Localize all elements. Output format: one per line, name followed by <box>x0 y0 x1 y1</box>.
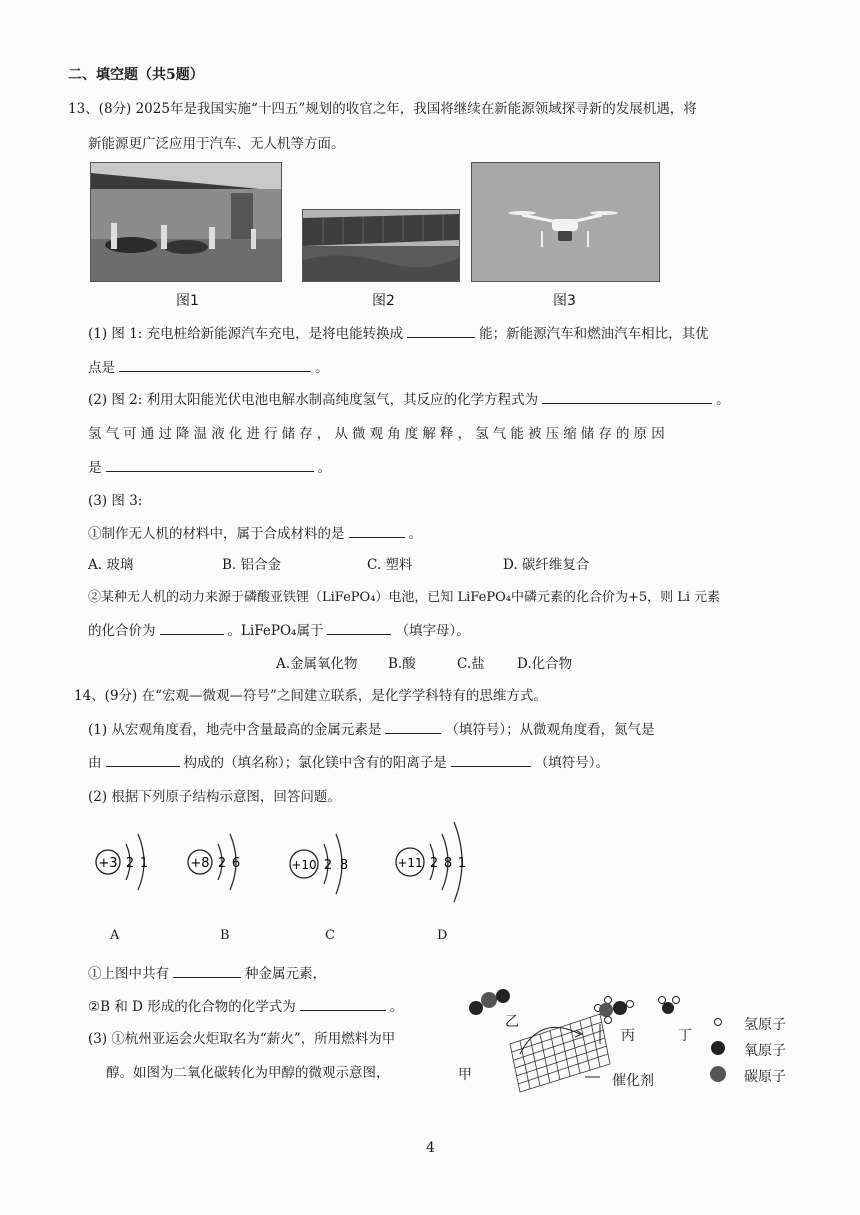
atom-label-b: B <box>220 928 230 943</box>
q13-part3-q2-text-d: （填字母）。 <box>395 623 470 639</box>
q13-option-b: B. 铝合金 <box>222 557 282 573</box>
q13-part2-text-d: 是 <box>88 460 102 476</box>
page-number: 4 <box>426 1140 435 1156</box>
q13-part3-q2-line1: ②某种无人机的动力来源于磷酸亚铁锂（LiFePO₄）电池，已知 LiFePO₄中磷元素的化合价为+5，则 Li 元素 <box>88 590 721 605</box>
atom-d-nucleus: +11 <box>397 856 423 870</box>
atom-d-shell-2: 8 <box>443 856 453 871</box>
q14-stem: 14、(9分) 在“宏观—微观—符号”之间建立联系，是化学学科特有的思维方式。 <box>74 688 547 704</box>
figure1-charging-station-photo <box>90 162 282 282</box>
q14-part2-title: (2) 根据下列原子结构示意图，回答问题。 <box>88 789 341 805</box>
answer-blank[interactable] <box>173 965 241 978</box>
diagram-label-bing: 丙 <box>621 1028 635 1044</box>
q13-part1-text-b: 能；新能源汽车和燃油汽车相比，其优 <box>479 326 709 342</box>
q13-q2-option-b: B.酸 <box>388 656 416 672</box>
q13-part2-text-b: 。 <box>716 392 730 408</box>
atom-c-shell-2: 8 <box>339 858 349 873</box>
atom-c-nucleus: +10 <box>291 858 317 872</box>
atom-d-shell-3: 1 <box>457 856 467 871</box>
answer-blank[interactable] <box>542 391 712 404</box>
atom-a-shell-1: 2 <box>125 856 135 871</box>
q13-part3-q2-line2 <box>88 619 470 639</box>
diagram-label-yi: 乙 <box>505 1014 519 1030</box>
q13-q2-option-a: A.金属氧化物 <box>276 656 358 672</box>
q13-part2-line3 <box>88 456 331 476</box>
q13-part3-q2-text-c: 。LiFePO₄属于 <box>227 623 324 639</box>
q13-part1-line1 <box>88 322 709 342</box>
q13-q2-option-c: C.盐 <box>457 656 485 672</box>
q14-part1-text-e: （填符号）。 <box>534 755 609 771</box>
q13-part3-q2-text-b: 的化合价为 <box>88 623 156 639</box>
q14-part2-q1-text-a: ①上图中共有 <box>88 966 169 982</box>
figure3-drone-photo <box>471 162 660 282</box>
q13-part3-title: (3) 图 3: <box>88 493 143 509</box>
q13-q2-option-d: D.化合物 <box>517 656 573 672</box>
legend-hydrogen-atom: 氢原子 <box>744 1017 786 1033</box>
legend-oxygen-atom: 氧原子 <box>744 1043 786 1059</box>
answer-blank[interactable] <box>106 459 314 472</box>
atom-c-shell-1: 2 <box>323 858 333 873</box>
q13-part2-line2: 氢气可通过降温液化进行储存，从微观角度解释，氢气能被压缩储存的原因 <box>88 426 669 442</box>
figure2-solar-panels-photo <box>302 209 460 282</box>
atom-b-nucleus: +8 <box>190 856 210 871</box>
figure1-caption: 图1 <box>176 293 199 309</box>
section-title: 二、填空题（共5题） <box>68 67 204 83</box>
diagram-label-ding: 丁 <box>678 1028 692 1044</box>
atom-b-shell-1: 2 <box>217 856 227 871</box>
atom-a-nucleus: +3 <box>98 856 118 871</box>
q13-option-c: C. 塑料 <box>367 557 413 573</box>
q13-part2-line1 <box>88 388 730 408</box>
atom-diagram-b <box>186 822 256 912</box>
q13-part3-q1-text: ①制作无人机的材料中，属于合成材料的是 <box>88 526 345 542</box>
q14-part1-line2 <box>88 751 609 771</box>
atom-a-shell-2: 1 <box>139 856 149 871</box>
answer-blank[interactable] <box>160 622 224 635</box>
q14-part2-q2-text-b: 。 <box>389 999 404 1015</box>
q14-part1-line1 <box>88 718 655 738</box>
figure3-caption: 图3 <box>553 293 576 309</box>
q13-part3-q1-end: 。 <box>408 526 422 542</box>
atom-b-shell-2: 6 <box>231 856 241 871</box>
answer-blank[interactable] <box>349 525 405 538</box>
diagram-label-jia: 甲 <box>458 1067 472 1083</box>
q14-part1-text-a: (1) 从宏观角度看，地壳中含量最高的金属元素是 <box>88 722 382 738</box>
q14-part1-text-b: （填符号）；从微观角度看，氮气是 <box>445 722 655 738</box>
q14-part2-q2 <box>88 995 403 1015</box>
q13-part1-text-a: (1) 图 1: 充电桩给新能源汽车充电，是将电能转换成 <box>88 326 404 342</box>
figure2-caption: 图2 <box>372 293 395 309</box>
atom-diagram-d <box>394 812 484 912</box>
q13-stem-line2: 新能源更广泛应用于汽车、无人机等方面。 <box>88 136 345 152</box>
answer-blank[interactable] <box>300 998 386 1011</box>
diagram-label-catalyst: 催化剂 <box>612 1073 654 1089</box>
atom-diagram-a <box>94 822 164 912</box>
answer-blank[interactable] <box>119 359 311 372</box>
answer-blank[interactable] <box>407 325 475 338</box>
q14-part1-text-d: 构成的（填名称）；氯化镁中含有的阳离子是 <box>183 755 447 771</box>
q13-option-d: D. 碳纤维复合 <box>503 557 590 573</box>
q13-part2-text-e: 。 <box>317 460 331 476</box>
q13-part1-text-c: 点是 <box>88 360 115 376</box>
q14-part1-text-c: 由 <box>88 755 102 771</box>
atom-diagram-c <box>288 822 368 912</box>
q13-part2-text-a: (2) 图 2: 利用太阳能光伏电池电解水制高纯度氢气，其反应的化学方程式为 <box>88 392 539 408</box>
q13-part1-text-d: 。 <box>315 360 329 376</box>
answer-blank[interactable] <box>327 622 391 635</box>
q14-part2-q1-text-b: 种金属元素， <box>245 966 326 982</box>
answer-blank[interactable] <box>385 721 441 734</box>
q13-part3-q1 <box>88 522 422 542</box>
q14-part3-line2: 醇。如图为二氧化碳转化为甲醇的微观示意图， <box>106 1065 390 1081</box>
atom-label-c: C <box>325 928 335 943</box>
q14-part2-q1 <box>88 962 326 982</box>
legend-carbon-atom: 碳原子 <box>744 1069 786 1085</box>
q14-part2-q2-text-a: ②B 和 D 形成的化合物的化学式为 <box>88 999 296 1015</box>
atom-label-d: D <box>437 928 448 943</box>
q13-part1-line2 <box>88 356 329 376</box>
answer-blank[interactable] <box>451 754 531 767</box>
atom-d-shell-1: 2 <box>429 856 439 871</box>
q13-stem-line1: 13、(8分) 2025年是我国实施“十四五”规划的收官之年，我国将继续在新能源领域探寻新的发展机遇，将 <box>68 101 697 117</box>
answer-blank[interactable] <box>106 754 180 767</box>
atom-label-a: A <box>110 928 120 943</box>
q14-part3-line1: (3) ①杭州亚运会火炬取名为“薪火”，所用燃料为甲 <box>88 1031 396 1047</box>
q13-option-a: A. 玻璃 <box>88 557 134 573</box>
